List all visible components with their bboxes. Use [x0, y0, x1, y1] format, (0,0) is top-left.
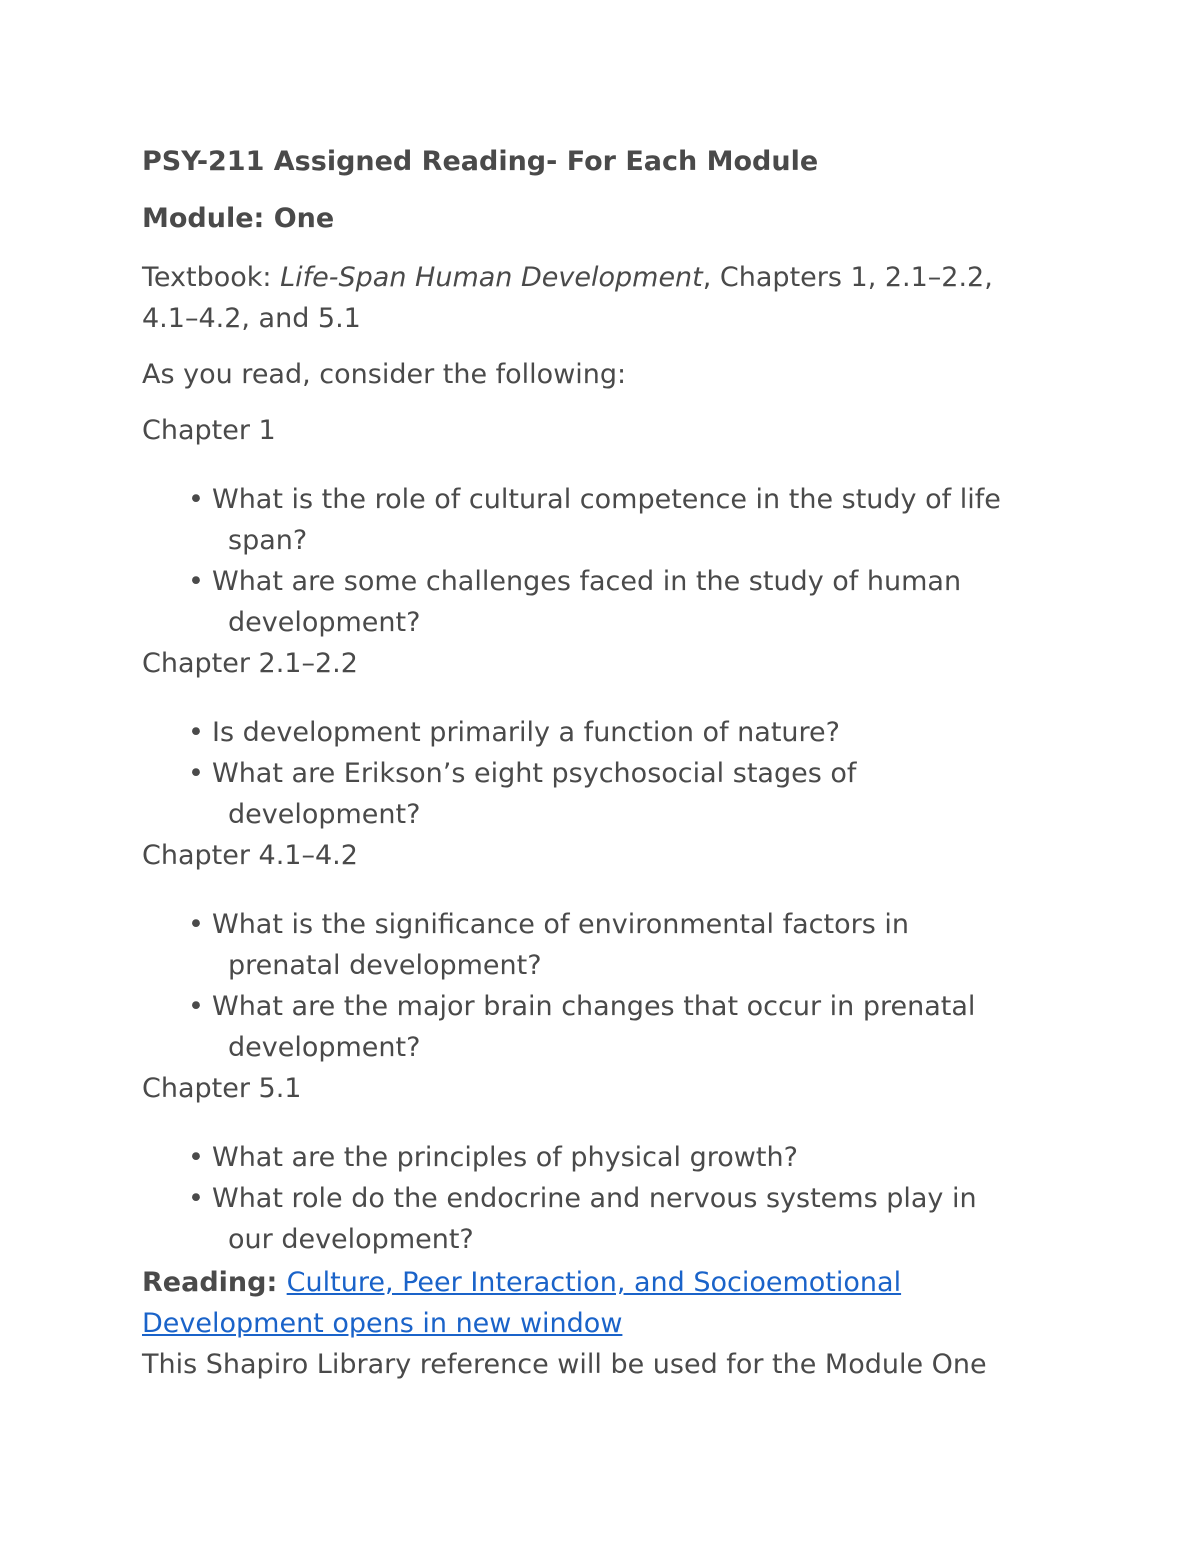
question-text-cont: our development? [228, 1224, 474, 1255]
bullet-icon: • [188, 909, 204, 940]
question-text-cont: development? [228, 1032, 421, 1063]
bullet-icon: • [188, 717, 204, 748]
question-text: Is development primarily a function of nature? [212, 717, 840, 748]
reading-link-line1: Culture, Peer Interaction, and Socioemotional [286, 1267, 902, 1298]
reading-link-line2: Development opens in new window [142, 1308, 623, 1339]
textbook-reference [142, 257, 1062, 339]
question-text: What are some challenges faced in the study of human [212, 566, 962, 597]
library-note: This Shapiro Library reference will be used for the Module One [142, 1349, 987, 1380]
reading-reference [142, 1262, 1062, 1344]
textbook-title: Life-Span Human Development [280, 262, 703, 293]
question-text: What are the principles of physical growth? [212, 1142, 798, 1173]
question-text: What is the significance of environmental factors in [212, 909, 909, 940]
reading-label: Reading: [142, 1267, 287, 1298]
bullet-icon: • [188, 1183, 204, 1214]
question-text-cont: development? [228, 799, 421, 830]
textbook-chapters-cont: 4.1–4.2, and 5.1 [142, 303, 361, 334]
question-text: What role do the endocrine and nervous systems play in [212, 1183, 977, 1214]
bullet-icon: • [188, 484, 204, 515]
bullet-icon: • [188, 758, 204, 789]
question-text: What are the major brain changes that occur in prenatal [212, 991, 976, 1022]
chapter-heading: Chapter 1 [142, 415, 276, 446]
textbook-chapters: , Chapters 1, 2.1–2.2, [702, 262, 993, 293]
chapter-heading: Chapter 5.1 [142, 1073, 302, 1104]
module-heading: Module: One [142, 203, 335, 234]
bullet-icon: • [188, 991, 204, 1022]
question-text-cont: development? [228, 607, 421, 638]
document-title: PSY-211 Assigned Reading- For Each Module [142, 146, 819, 177]
question-text: What is the role of cultural competence in the study of life [212, 484, 1001, 515]
question-text-cont: span? [228, 525, 308, 556]
question-text: What are Erikson’s eight psychosocial stages of [212, 758, 857, 789]
chapter-heading: Chapter 4.1–4.2 [142, 840, 358, 871]
intro-text: As you read, consider the following: [142, 359, 627, 390]
chapter-heading: Chapter 2.1–2.2 [142, 648, 358, 679]
question-text-cont: prenatal development? [228, 950, 542, 981]
textbook-prefix: Textbook: [142, 262, 281, 293]
bullet-icon: • [188, 566, 204, 597]
bullet-icon: • [188, 1142, 204, 1173]
